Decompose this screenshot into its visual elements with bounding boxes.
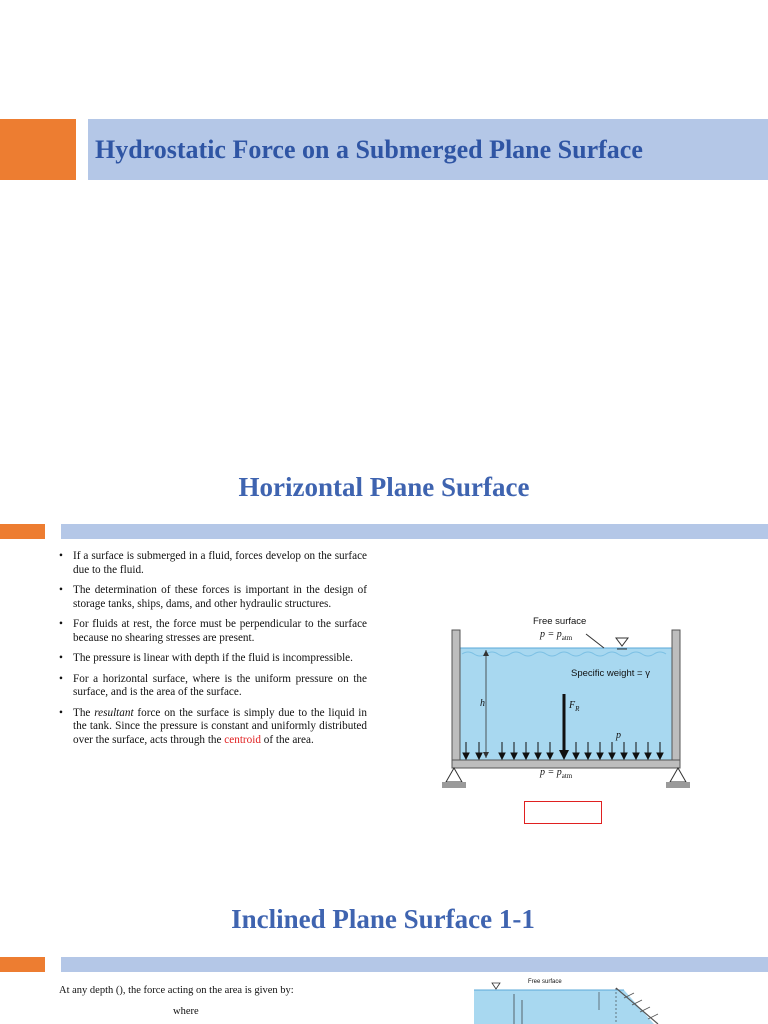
slide1-accent-block [0, 119, 76, 180]
tank-left-wall [452, 630, 460, 768]
bullet-item: • For fluids at rest, the force must be perpendicular to the surface because no shearing stresses are present. [59, 618, 367, 645]
water-body [460, 648, 672, 760]
bullet-item: • For a horizontal surface, where is the uniform pressure on the surface, and is the area of the surface. [59, 673, 367, 700]
slide2-bullet-list [59, 550, 367, 754]
slide3-accent-block [0, 957, 45, 972]
inclined-water [474, 990, 604, 1024]
slide3-free-surface-label: Free surface [528, 979, 562, 985]
formula-placeholder-box [524, 801, 602, 824]
slide3-text-line2: where [173, 1006, 199, 1017]
left-support-icon [446, 768, 462, 782]
h-label: h [480, 698, 485, 709]
free-surface-icon [492, 983, 500, 989]
slide2-title: Horizontal Plane Surface [238, 472, 530, 502]
tank-right-wall [672, 630, 680, 768]
free-surface-label: Free surface [533, 616, 587, 627]
bullet-item: • The determination of these forces is important in the design of storage tanks, ships, dams, and other hydraulic structures. [59, 584, 367, 611]
slide3-rule [61, 957, 768, 972]
bullet-item: • If a surface is submerged in a fluid, forces develop on the surface due to the fluid. [59, 550, 367, 577]
p-bottom-label: $p = p_{atm}$ [540, 767, 573, 780]
resultant-term: resultant [94, 706, 134, 719]
slide2-accent-block [0, 524, 45, 539]
slide3-title: Inclined Plane Surface 1-1 [231, 904, 535, 934]
centroid-term: centroid [224, 733, 261, 746]
slide2-rule [61, 524, 768, 539]
free-surface-icon [616, 638, 628, 646]
inclined-diagram [474, 980, 714, 1024]
slide3-text-line1: At any depth (), the force acting on the area is given by: [59, 985, 294, 996]
p-top-label: $p = p_{atm}$ [540, 629, 573, 642]
bullet-item-resultant: • The resultant force on the surface is simply due to the liquid in the tank. Since the pressure is constant and uniformly distributed over the surface, acts through the centroid of the area. [59, 707, 367, 748]
slide1-title: Hydrostatic Force on a Submerged Plane Surface [95, 135, 643, 164]
right-support-icon [670, 768, 686, 782]
specific-weight-label: Specific weight = γ [571, 668, 650, 679]
fr-label: $F_R$ [569, 700, 580, 713]
bullet-item: • The pressure is linear with depth if the fluid is incompressible. [59, 652, 367, 666]
p-label: p [616, 730, 621, 741]
